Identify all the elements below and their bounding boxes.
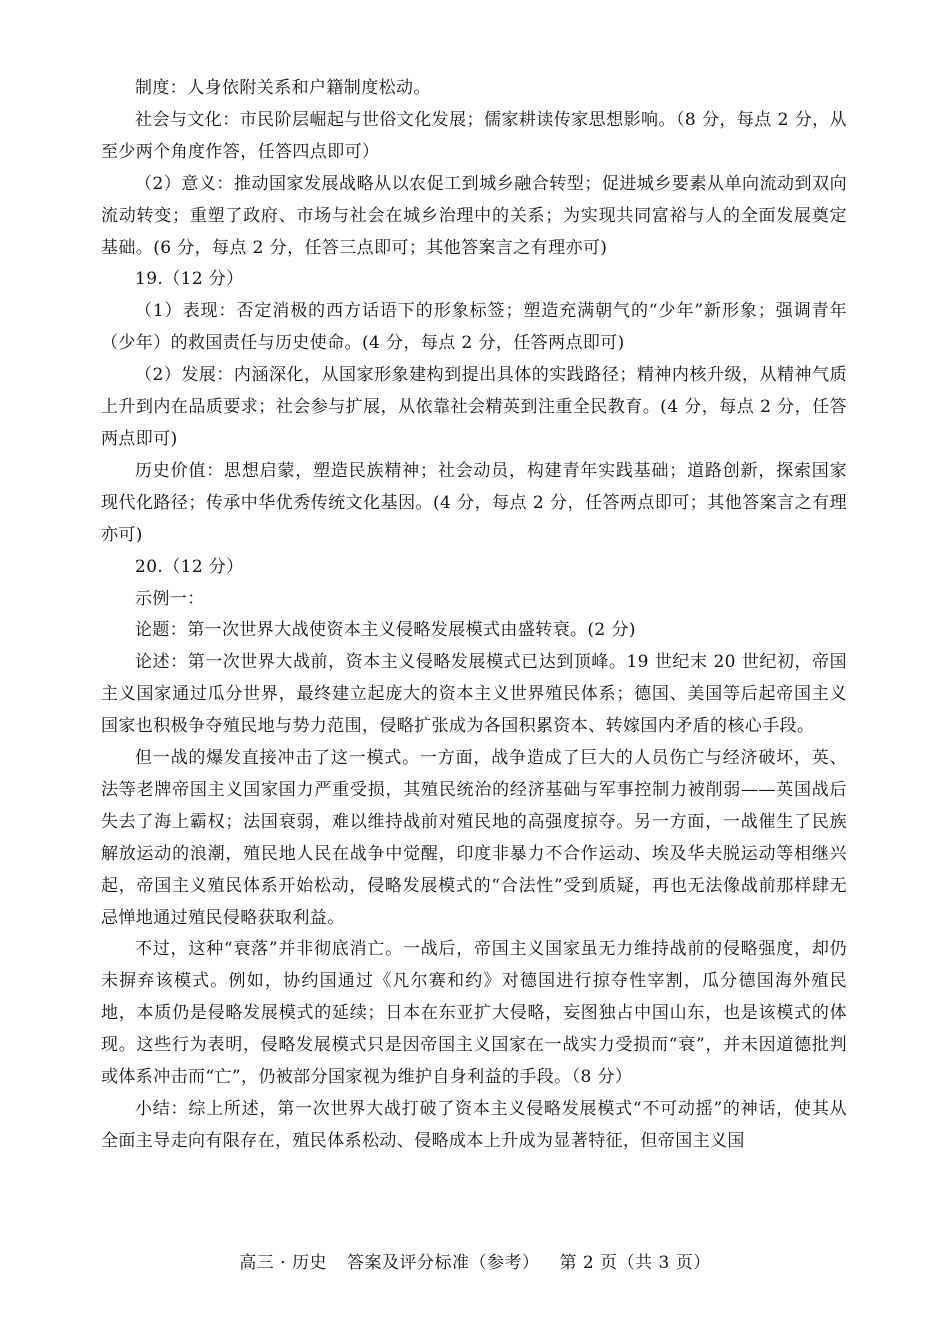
paragraph: 不过，这种“衰落”并非彻底消亡。一战后，帝国主义国家虽无力维持战前的侵略强度，却仍未摒弃该模式。例如，协约国通过《凡尔赛和约》对德国进行掠夺性宰割，瓜分德国海外殖民地，本质仍是侵略发展模式的延续；日本在东亚扩大侵略，妄图独占中国山东，也是该模式的体现。这些行为表明，侵略发展模式只是因帝国主义国家在一战实力受损而“衰”，并未因道德批判或体系冲击而“亡”，仍被部分国家视为维护自身利益的手段。（8 分） (101, 939, 847, 1088)
paragraph: 小结：综上所述，第一次世界大战打破了资本主义侵略发展模式“不可动摇”的神话，使其从全面主导走向有限存在，殖民体系松动、侵略成本上升成为显著特征，但帝国主义国 (101, 1099, 847, 1151)
paragraph: （2）发展：内涵深化，从国家形象建构到提出具体的实践路径；精神内核升级，从精神气质上升到内在品质要求；社会参与扩展，从依靠社会精英到注重全民教育。(4 分，每点 2 分，任答两点即可) (101, 365, 847, 449)
paragraph: 论述：第一次世界大战前，资本主义侵略发展模式已达到顶峰。19 世纪末 20 世纪初，帝国主义国家通过瓜分世界，最终建立起庞大的资本主义世界殖民体系；德国、美国等后起帝国主义国家也积极争夺殖民地与势力范围，侵略扩张成为各国积累资本、转嫁国内矛盾的核心手段。 (101, 652, 847, 737)
question-heading: 19.（12 分） (135, 269, 244, 290)
paragraph: 社会与文化：市民阶层崛起与世俗文化发展；儒家耕读传家思想影响。（8 分，每点 2 分，从至少两个角度作答，任答四点即可） (101, 109, 847, 162)
question-heading: 20.（12 分） (135, 556, 244, 577)
page-footer (0, 1248, 950, 1273)
document-body (101, 73, 847, 1158)
paragraph: 历史价值：思想启蒙，塑造民族精神；社会动员，构建青年实践基础；道路创新，探索国家现代化路径；传承中华优秀传统文化基因。(4 分，每点 2 分，任答两点即可；其他答案言之有理亦可) (101, 460, 847, 545)
example-label: 示例一： (135, 588, 205, 609)
footer-title: 答案及评分标准（参考） (346, 1253, 540, 1273)
footer-subject: 高三 · 历史 (239, 1253, 327, 1273)
paragraph: 论题：第一次世界大战使资本主义侵略发展模式由盛转衰。(2 分) (135, 620, 636, 641)
paragraph: （1）表现：否定消极的西方话语下的形象标签；塑造充满朝气的“少年”新形象；强调青年（少年）的救国责任与历史使命。(4 分，每点 2 分，任答两点即可) (101, 301, 847, 354)
paragraph: 但一战的爆发直接冲击了这一模式。一方面，战争造成了巨大的人员伤亡与经济破坏，英、法等老牌帝国主义国家国力严重受损，其殖民统治的经济基础与军事控制力被削弱——英国战后失去了海上霸权；法国衰弱，难以维持战前对殖民地的高强度掠夺。另一方面，一战催生了民族解放运动的浪潮，殖民地人民在战争中觉醒，印度非暴力不合作运动、埃及华夫脱运动等相继兴起，帝国主义殖民体系开始松动，侵略发展模式的“合法性”受到质疑，再也无法像战前那样肆无忌惮地通过殖民侵略获取利益。 (101, 748, 847, 928)
footer-page-number: 第 2 页（共 3 页） (559, 1253, 711, 1273)
paragraph: 制度：人身依附关系和户籍制度松动。 (135, 78, 431, 98)
paragraph: （2）意义：推动国家发展战略从以农促工到城乡融合转型；促进城乡要素从单向流动到双向流动转变；重塑了政府、市场与社会在城乡治理中的关系；为实现共同富裕与人的全面发展奠定基础。(6 分，每点 2 分，任答三点即可；其他答案言之有理亦可) (101, 173, 847, 258)
